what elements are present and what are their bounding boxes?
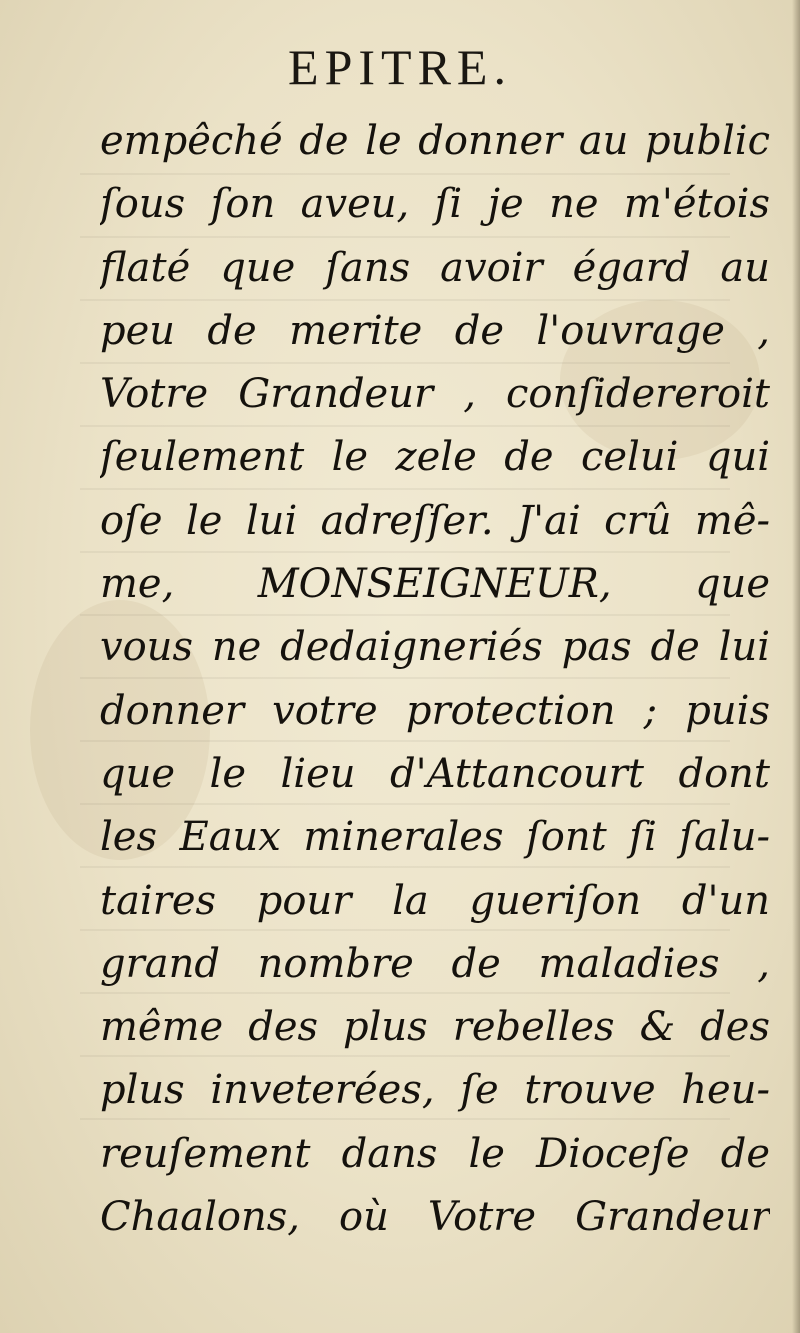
text-line: taires pour la gueriſon d'un (100, 877, 770, 924)
page-header: EPITRE. (288, 39, 512, 95)
body-text (100, 110, 770, 1249)
text-line: flaté que ſans avoir égard au (100, 244, 770, 291)
text-line: Chaalons, où Votre Grandeur (100, 1194, 770, 1241)
text-line: grand nombre de maladies , (100, 940, 770, 987)
text-line: donner votre protection ; puis (100, 687, 770, 734)
text-line: les Eaux minerales ſont ſi ſalu- (100, 814, 770, 861)
text-line: vous ne dedaigneriés pas de lui (100, 624, 770, 671)
text-line: même des plus rebelles & des (100, 1004, 770, 1051)
text-line: ſeulement le zele de celui qui (100, 434, 770, 481)
text-line: empêché de le donner au public (100, 118, 770, 164)
text-line: reuſement dans le Dioceſe de (100, 1130, 770, 1177)
text-line: plus inveterées, ſe trouve heu- (100, 1067, 770, 1114)
text-line: oſe le lui adreſſer. J'ai crû mê- (100, 497, 770, 544)
text-line: que le lieu d'Attancourt dont (100, 750, 770, 797)
text-line: me, MONSEIGNEUR, que (100, 561, 770, 608)
text-line: peu de merite de l'ouvrage , (100, 307, 770, 354)
page-edge-shadow (792, 0, 800, 1333)
text-line: ſous ſon aveu, ſi je ne m'étois (100, 181, 770, 228)
text-line: Votre Grandeur , conſidereroit (100, 371, 770, 418)
